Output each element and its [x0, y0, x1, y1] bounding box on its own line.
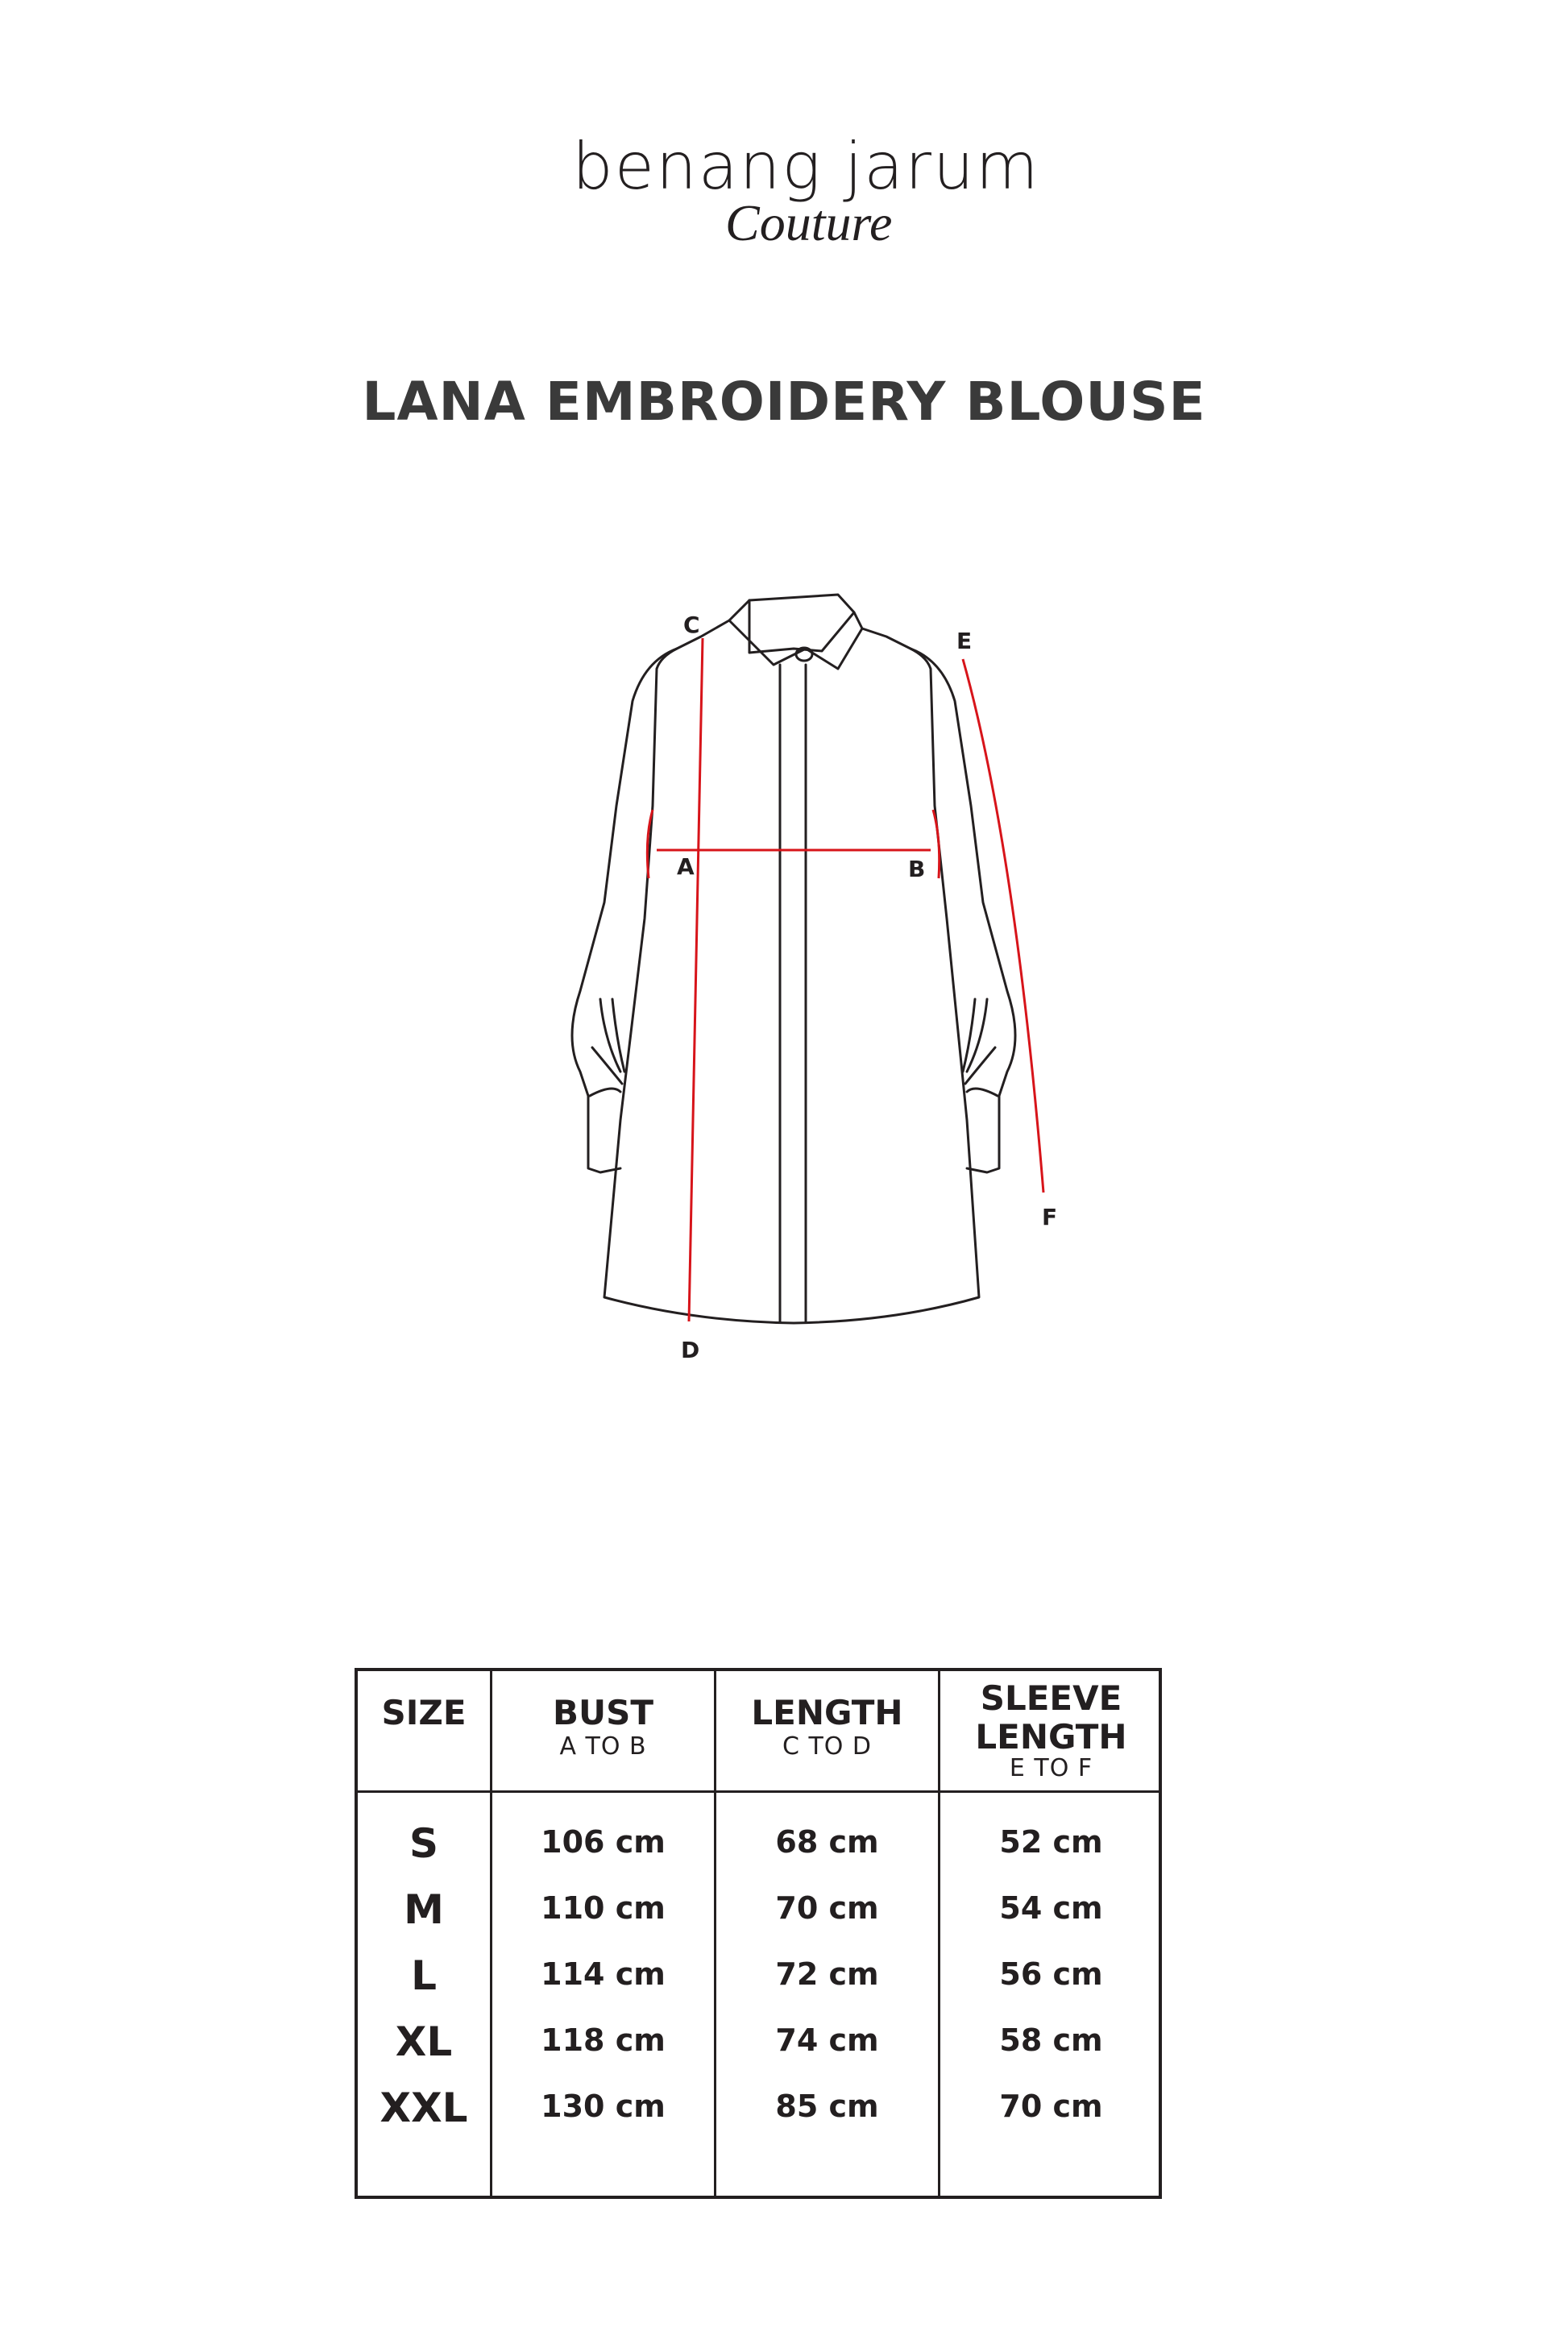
length-cell: 85 cm [775, 2089, 879, 2124]
header-sleeve-sub: E TO F [1009, 1754, 1093, 1782]
label-c: C [683, 612, 700, 638]
header-bust [492, 1694, 714, 1761]
bust-right-mark [933, 810, 940, 878]
left-sleeve-gathers [592, 999, 624, 1084]
collar-right [806, 612, 862, 669]
right-sleeve-gathers [963, 999, 995, 1084]
header-bust-sub: A TO B [559, 1732, 647, 1761]
length-cell: 70 cm [775, 1890, 879, 1926]
body-outline [604, 620, 979, 1323]
sleeve-line [963, 659, 1043, 1193]
brand-name: benang jarum [572, 129, 1040, 204]
size-cell: XXL [380, 2084, 468, 2131]
blouse-outline [572, 595, 1015, 1323]
sleeve-cell: 58 cm [999, 2022, 1103, 2058]
length-cell: 72 cm [775, 1956, 879, 1992]
sleeve-cell: 52 cm [999, 1824, 1103, 1860]
bust-cell: 114 cm [541, 1956, 666, 1992]
size-cell: M [404, 1886, 444, 1933]
measure-lines [647, 638, 1043, 1321]
length-cell: 74 cm [775, 2022, 879, 2058]
bust-cell: 118 cm [541, 2022, 666, 2058]
label-d: D [681, 1337, 700, 1363]
right-cuff-top [967, 1089, 998, 1096]
brand-logo [0, 97, 1568, 258]
header-length [716, 1694, 938, 1761]
size-table [355, 1668, 1162, 2199]
header-length-sub: C TO D [782, 1732, 873, 1761]
sleeve-cell: 56 cm [999, 1956, 1103, 1992]
label-f: F [1042, 1204, 1058, 1230]
header-sleeve-line2: LENGTH [975, 1717, 1127, 1757]
brand-tagline: Couture [725, 194, 893, 251]
length-cell: 68 cm [775, 1824, 879, 1860]
label-b: B [908, 856, 926, 882]
size-cell: XL [395, 2018, 453, 2065]
header-bust-label: BUST [552, 1693, 653, 1732]
size-cell: L [411, 1952, 437, 1999]
measure-labels [677, 612, 1057, 1363]
left-cuff-top [590, 1089, 620, 1096]
size-cell: S [409, 1820, 438, 1867]
header-size: SIZE [381, 1693, 467, 1732]
label-a: A [677, 853, 695, 880]
collar [749, 595, 854, 653]
collar-left [729, 600, 806, 665]
page-title: LANA EMBROIDERY BLOUSE [362, 371, 1206, 433]
sleeve-cell: 70 cm [999, 2089, 1103, 2124]
header-sleeve-line1: SLEEVE [980, 1678, 1122, 1718]
bust-cell: 130 cm [541, 2089, 666, 2124]
length-line [689, 638, 703, 1321]
right-sleeve [911, 649, 1015, 1172]
header-sleeve [940, 1679, 1162, 1781]
sleeve-cell: 54 cm [999, 1890, 1103, 1926]
bust-cell: 106 cm [541, 1824, 666, 1860]
table-header-divider [358, 1790, 1159, 1793]
blouse-diagram [0, 564, 1568, 1410]
bust-cell: 110 cm [541, 1890, 666, 1926]
header-length-label: LENGTH [751, 1693, 903, 1732]
label-e: E [956, 628, 973, 654]
placket [780, 665, 806, 1321]
